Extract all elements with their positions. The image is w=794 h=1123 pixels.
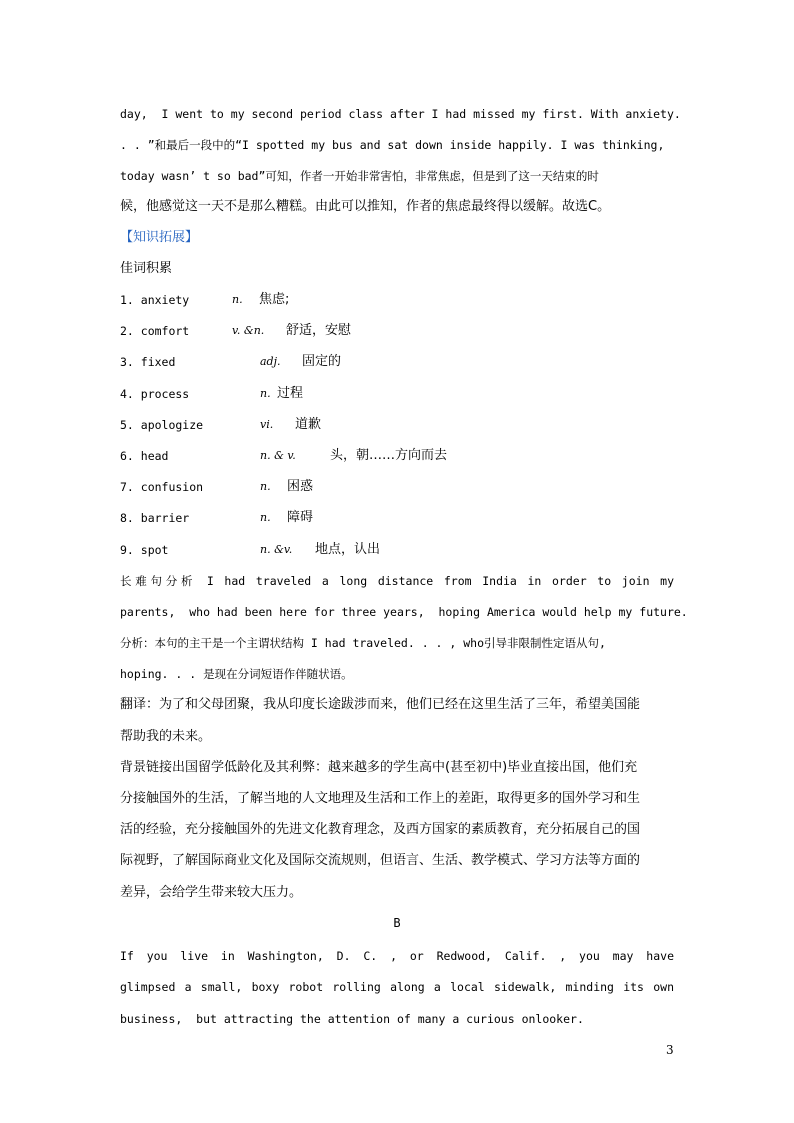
paragraph-line: 候，他感觉这一天不是那么糟糕。由此可以推知，作者的焦虑最终得以缓解。故选C。: [120, 199, 611, 214]
vocab-meaning: 头，朝……方向而去: [330, 448, 448, 463]
vocab-item: [120, 321, 674, 341]
background-line: 分接触国外的生活，了解当地的人文地理及生活和工作上的差距，取得更多的国外学习和生: [120, 791, 641, 806]
vocab-item: [120, 477, 674, 497]
vocab-meaning: 障碍: [287, 510, 314, 525]
translation-line: 帮助我的未来。: [120, 729, 212, 744]
vocab-word: 4. process: [120, 387, 190, 401]
passage-line: If you live in Washington, D. C. , or Redwood, Calif. , you may have: [120, 949, 674, 963]
vocab-pos: adj.: [260, 355, 281, 368]
vocab-title: 佳词积累: [120, 261, 173, 276]
vocab-word: 2. comfort: [120, 324, 190, 338]
paragraph-line: today wasn’ t so bad”可知，作者一开始非常害怕，非常焦虑，但是到了这一天结束的时: [120, 169, 599, 183]
vocab-meaning: 过程: [277, 386, 304, 401]
vocab-item: [120, 508, 674, 528]
vocab-word: 9. spot: [120, 543, 169, 557]
vocab-pos: n.: [260, 511, 271, 524]
translation-line: 翻译：为了和父母团聚，我从印度长途跋涉而来，他们已经在这里生活了三年，希望美国能: [120, 697, 641, 712]
section-label: B: [393, 916, 401, 930]
vocab-word: 8. barrier: [120, 511, 190, 525]
vocab-word: 7. confusion: [120, 480, 204, 494]
vocab-pos: n. &v.: [260, 543, 293, 556]
vocab-item: [120, 290, 674, 310]
vocab-word: 1. anxiety: [120, 293, 190, 307]
paragraph-line: day, I went to my second period class after I had missed my first. With anxiety.: [120, 107, 681, 121]
vocab-meaning: 固定的: [302, 354, 342, 369]
vocab-pos: vi.: [260, 418, 274, 431]
background-line: 活的经验，充分接触国外的先进文化教育理念，及西方国家的素质教育，充分拓展自己的国: [120, 822, 641, 837]
background-line: 际视野，了解国际商业文化及国际交流规则，但语言、生活、教学模式、学习方法等方面的: [120, 853, 641, 868]
vocab-meaning: 地点，认出: [315, 542, 381, 557]
vocab-pos: v. &n.: [232, 324, 265, 337]
paragraph-line: . . ”和最后一段中的“I spotted my bus and sat down inside happily. I was thinking,: [120, 138, 665, 152]
knowledge-heading: 【知识拓展】: [120, 230, 199, 245]
vocab-meaning: 焦虑;: [259, 292, 290, 307]
vocab-meaning: 舒适，安慰: [286, 323, 352, 338]
vocab-item: [120, 384, 674, 404]
vocab-word: 6. head: [120, 449, 169, 463]
vocab-item: [120, 446, 674, 466]
passage-line: business, but attracting the attention of many a curious onlooker.: [120, 1012, 584, 1026]
vocab-pos: n.: [260, 480, 271, 493]
analysis-line: 分析：本句的主干是一个主谓状结构 I had traveled. . . , who引导非限制性定语从句,: [120, 636, 606, 650]
vocab-word: 5. apologize: [120, 418, 204, 432]
sentence-analysis-line: parents, who had been here for three years, hoping America would help my future.: [120, 605, 688, 619]
vocab-meaning: 道歉: [295, 417, 322, 432]
passage-line: glimpsed a small, boxy robot rolling along a local sidewalk, minding its own: [120, 980, 674, 994]
vocab-item: [120, 352, 674, 372]
vocab-item: [120, 415, 674, 435]
analysis-line: hoping. . . 是现在分词短语作伴随状语。: [120, 667, 353, 681]
page-number: 3: [666, 1043, 674, 1057]
vocab-meaning: 困惑: [287, 479, 314, 494]
vocab-pos: n.: [260, 387, 271, 400]
background-line: 背景链接出国留学低龄化及其利弊：越来越多的学生高中(甚至初中)毕业直接出国，他们充: [120, 760, 638, 775]
vocab-item: [120, 540, 674, 560]
background-line: 差异，会给学生带来较大压力。: [120, 885, 303, 900]
sentence-analysis-line: 长难句分析 I had traveled a long distance from India in order to join my: [120, 574, 674, 588]
vocab-pos: n. & v.: [260, 449, 296, 462]
vocab-word: 3. fixed: [120, 355, 176, 369]
vocab-pos: n.: [232, 293, 243, 306]
